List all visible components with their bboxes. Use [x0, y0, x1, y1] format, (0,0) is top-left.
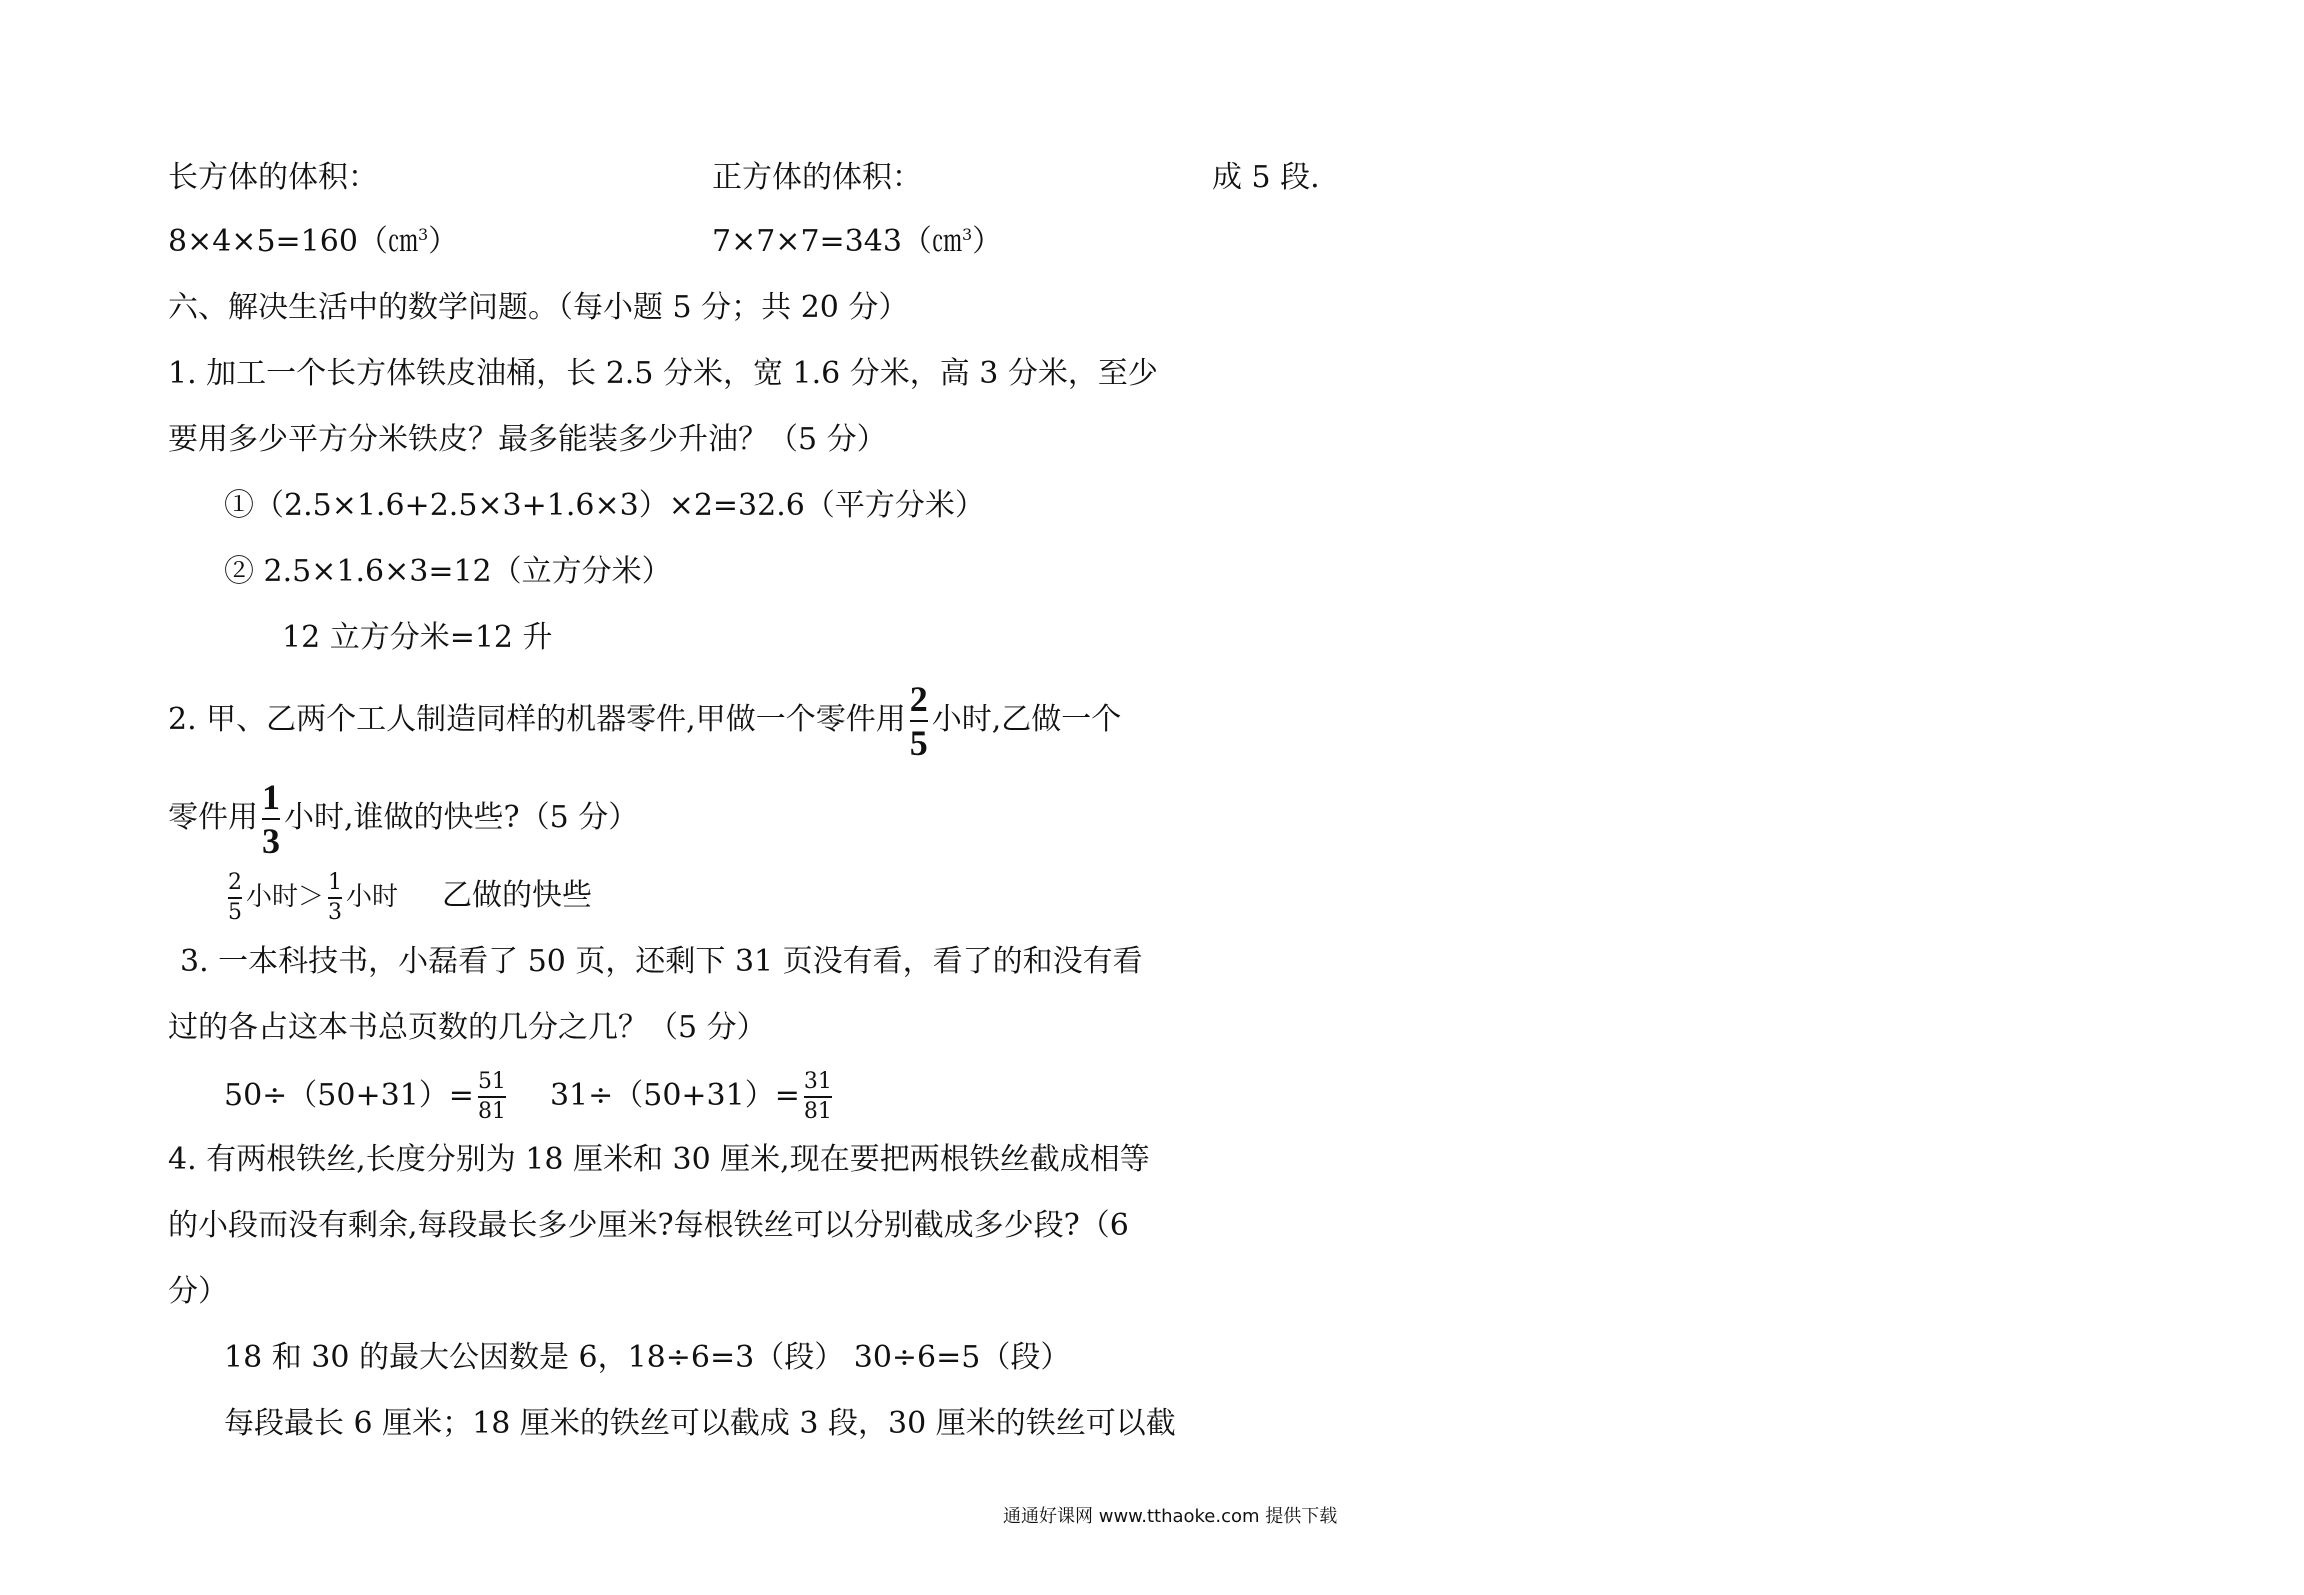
q4-line1: 4. 有两根铁丝,长度分别为 18 厘米和 30 厘米,现在要把两根铁丝截成相等	[168, 1142, 1150, 1177]
q3-answer-a-fraction	[478, 1071, 506, 1123]
q3-answer-b-numerator: 31	[803, 1069, 832, 1094]
q2-answer-fraction2-denominator: 3	[328, 900, 343, 925]
q2-line1	[168, 680, 1121, 761]
q2-answer-fraction2	[328, 872, 342, 924]
q3-answer-b-denominator: 81	[803, 1099, 832, 1124]
col2-formula-close: ）	[972, 224, 1003, 259]
q3-answer-a-denominator: 81	[477, 1099, 506, 1124]
col1-formula-close: ）	[428, 224, 459, 259]
q1-line2: 要用多少平方分米铁皮？最多能装多少升油？（5 分）	[168, 422, 887, 457]
footer-credit: 通通好课网 www.tthaoke.com 提供下载	[1003, 1506, 1338, 1527]
q4-answer1: 18 和 30 的最大公因数是 6，18÷6=3（段） 30÷6=5（段）	[224, 1340, 1071, 1375]
q2-answer	[224, 866, 592, 927]
col3-continuation: 成 5 段.	[1212, 160, 1320, 195]
col2-unit-exponent: 3	[961, 225, 973, 244]
q3-answer-a-text: 50÷（50+31）=	[224, 1078, 474, 1113]
col1-heading: 长方体的体积：	[168, 160, 378, 195]
q2-fraction-two-fifths	[910, 681, 928, 761]
q2-line2-text-a: 零件用	[168, 800, 258, 835]
q2-answer-unit2: 小时	[346, 882, 399, 912]
q2-answer-fraction1-bar	[228, 897, 242, 899]
q2-answer-fraction1-denominator: 5	[228, 900, 242, 925]
q2-line2	[168, 778, 638, 859]
q3-answer-a-bar	[478, 1096, 506, 1098]
q3-answer	[224, 1064, 836, 1128]
col1-formula	[168, 224, 458, 260]
q4-line3: 分）	[168, 1274, 228, 1309]
q2-fraction2-numerator: 1	[262, 777, 280, 817]
q2-answer-conclusion: 乙做的快些	[442, 878, 593, 913]
q2-fraction1-numerator: 2	[909, 679, 928, 719]
col1-unit-exponent: 3	[417, 225, 429, 244]
col2-formula-text: 7×7×7=343（㎝	[712, 224, 962, 259]
q2-line1-text-a: 2. 甲、乙两个工人制造同样的机器零件,甲做一个零件用	[168, 702, 906, 737]
q3-line1: 3. 一本科技书，小磊看了 50 页，还剩下 31 页没有看，看了的和没有看	[180, 944, 1143, 979]
q2-fraction-one-third	[262, 779, 280, 859]
q2-answer-fraction1-numerator: 2	[228, 870, 242, 895]
q4-answer2: 每段最长 6 厘米；18 厘米的铁丝可以截成 3 段，30 厘米的铁丝可以截	[224, 1406, 1176, 1441]
section-title: 六、解决生活中的数学问题。（每小题 5 分；共 20 分）	[168, 290, 909, 325]
q2-answer-unit1: 小时＞	[246, 882, 325, 912]
q3-answer-b-bar	[804, 1096, 832, 1098]
q2-fraction2-bar	[262, 818, 280, 820]
col1-formula-text: 8×4×5=160（㎝	[168, 224, 418, 259]
q2-answer-fraction1	[228, 872, 242, 924]
q4-line2: 的小段而没有剩余,每段最长多少厘米?每根铁丝可以分别截成多少段?（6	[168, 1208, 1129, 1243]
q2-fraction2-denominator: 3	[262, 821, 280, 861]
q3-answer-a-numerator: 51	[477, 1069, 506, 1094]
q3-answer-b-fraction	[804, 1071, 832, 1123]
q3-answer-b-text: 31÷（50+31）=	[549, 1078, 800, 1113]
q2-answer-fraction2-bar	[328, 897, 342, 899]
q1-answer1: ①（2.5×1.6+2.5×3+1.6×3）×2=32.6（平方分米）	[224, 488, 985, 523]
q2-line1-text-b: 小时,乙做一个	[931, 702, 1122, 737]
q1-answer2: ② 2.5×1.6×3=12（立方分米）	[224, 554, 672, 589]
q2-fraction1-denominator: 5	[909, 723, 928, 763]
q1-answer3: 12 立方分米=12 升	[282, 620, 553, 655]
q2-answer-fraction2-numerator: 1	[328, 870, 343, 895]
col2-heading: 正方体的体积：	[712, 160, 922, 195]
q2-fraction1-bar	[910, 720, 928, 722]
q1-line1: 1. 加工一个长方体铁皮油桶，长 2.5 分米，宽 1.6 分米，高 3 分米，至少	[168, 356, 1158, 391]
q2-line2-text-b: 小时,谁做的快些?（5 分）	[284, 800, 639, 835]
q3-line2: 过的各占这本书总页数的几分之几？（5 分）	[168, 1010, 767, 1045]
col2-formula	[712, 224, 1002, 260]
